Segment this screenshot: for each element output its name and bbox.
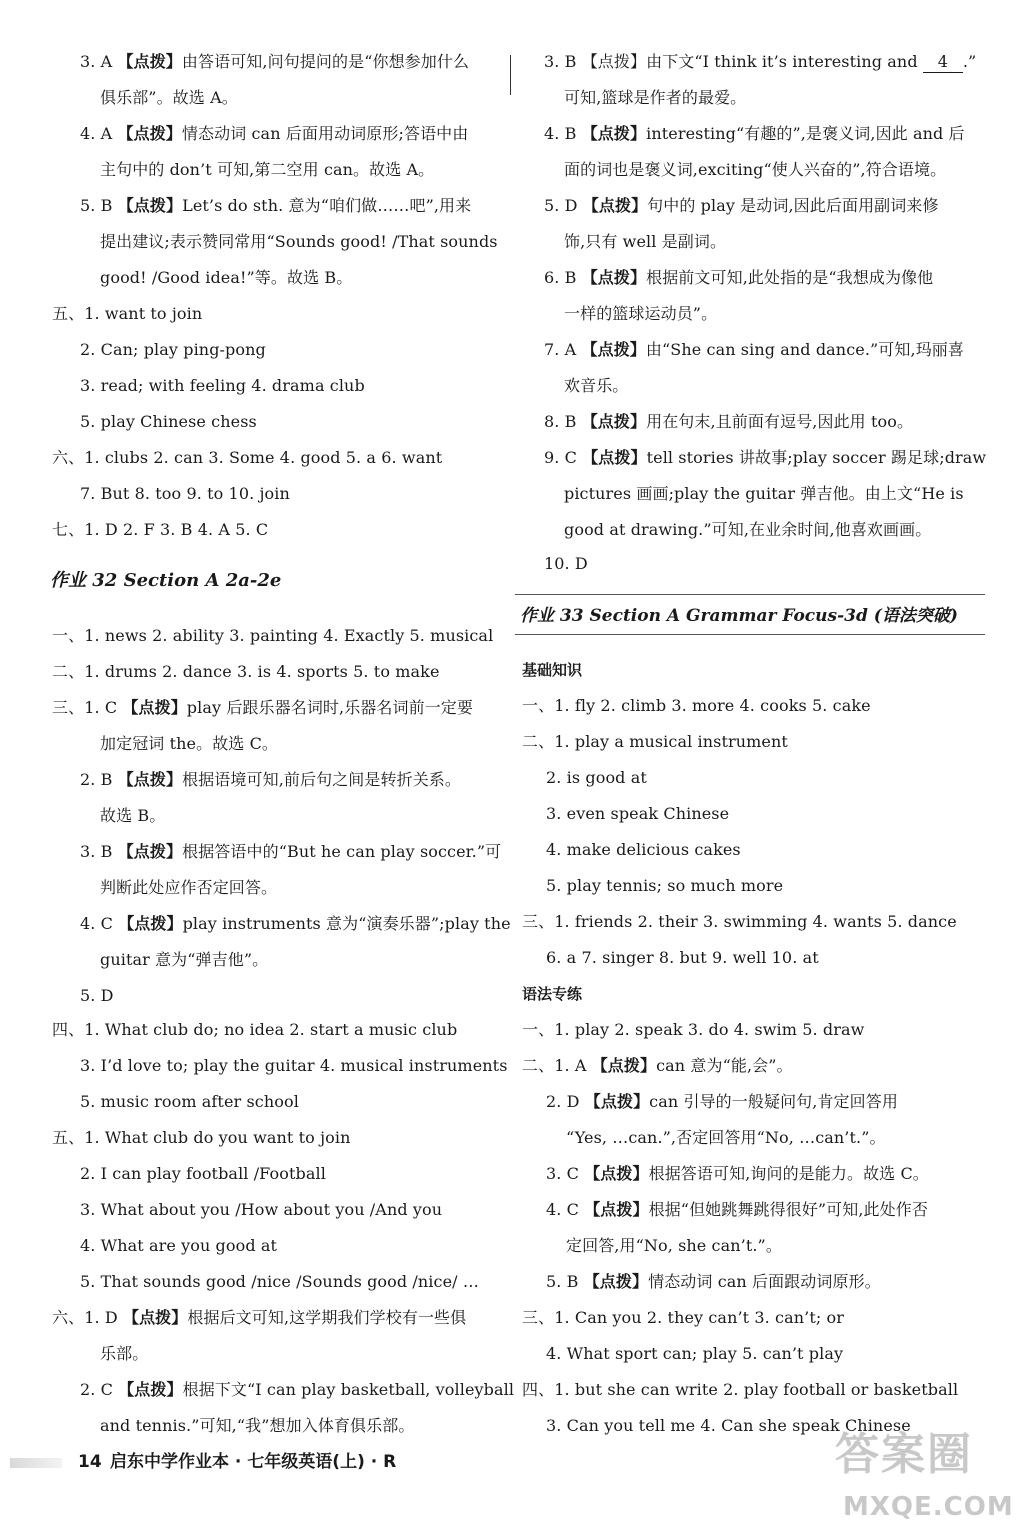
answer-line: 4. A 【点拨】情态动词 can 后面用动词原形;答语中由 — [80, 124, 469, 143]
answer-line: 5. play tennis; so much more — [546, 876, 784, 895]
answer-line: 3. Can you tell me 4. Can she speak Chinese — [546, 1416, 911, 1435]
answer-line: 7. A 【点拨】由“She can sing and dance.”可知,玛丽喜 — [544, 340, 964, 359]
answer-line: 4. make delicious cakes — [546, 840, 741, 859]
answer-line: 4. What sport can; play 5. can’t play — [546, 1344, 844, 1363]
answer-line: 5. D — [80, 986, 114, 1005]
hint-marker: 【点拨】 — [117, 124, 182, 143]
answer-line: 2. I can play football /Football — [80, 1164, 326, 1183]
answer-line: 5. B 【点拨】情态动词 can 后面跟动词原形。 — [546, 1272, 881, 1291]
answer-line: 3. C 【点拨】根据答语可知,询问的是能力。故选 C。 — [546, 1164, 929, 1183]
answer-line: guitar 意为“弹吉他”。 — [100, 950, 269, 969]
watermark-url: MXQE.COM — [843, 1492, 1014, 1522]
column-divider — [510, 55, 511, 95]
answer-line: 2. is good at — [546, 768, 647, 787]
answer-line: 欢音乐。 — [564, 376, 629, 395]
answer-line: 二、1. play a musical instrument — [522, 732, 788, 751]
answer-line: 乐部。 — [100, 1344, 149, 1363]
answer-line: 二、1. A 【点拨】can 意为“能,会”。 — [522, 1056, 793, 1075]
answer-line: 七、1. D 2. F 3. B 4. A 5. C — [52, 520, 269, 539]
answer-line: 定回答,用“No, she can’t.”。 — [566, 1236, 782, 1255]
answer-line: 7. But 8. too 9. to 10. join — [80, 484, 290, 503]
answer-line: 3. B 【点拨】根据答语中的“But he can play soccer.”可 — [80, 842, 502, 861]
answer-line: 10. D — [544, 554, 588, 573]
footer-bar — [10, 1458, 62, 1468]
answer-line: 2. D 【点拨】can 引导的一般疑问句,肯定回答用 — [546, 1092, 898, 1111]
answer-line: 三、1. Can you 2. they can’t 3. can’t; or — [522, 1308, 845, 1327]
answer-line — [544, 52, 976, 73]
answer-line: 主句中的 don’t 可知,第二空用 can。故选 A。 — [100, 160, 435, 179]
answer-line: 5. That sounds good /nice /Sounds good /nice/ … — [80, 1272, 479, 1291]
hint-marker: 【点拨】 — [117, 196, 183, 215]
answer-line: 四、1. but she can write 2. play football or basketball — [522, 1380, 959, 1399]
answer-line: 3. read; with feeling 4. drama club — [80, 376, 365, 395]
hint-marker: 【点拨】 — [584, 1200, 649, 1219]
answer-text: 3. B 【点拨】由下文“I think it’s interesting and — [544, 52, 918, 71]
answer-line: 6. B 【点拨】根据前文可知,此处指的是“我想成为像他 — [544, 268, 934, 287]
answer-line: pictures 画画;play the guitar 弹吉他。由上文“He is — [564, 484, 964, 503]
answer-line: 一、1. fly 2. climb 3. more 4. cooks 5. cake — [522, 696, 871, 715]
hint-marker: 【点拨】 — [118, 1380, 183, 1399]
section-rule-bottom — [515, 634, 985, 635]
hint-marker: 【点拨】 — [122, 698, 187, 717]
answer-line: 俱乐部”。故选 A。 — [100, 88, 238, 107]
section-33-title: 作业 33 Section A Grammar Focus-3d (语法突破) — [520, 606, 958, 626]
section-rule-top — [515, 594, 985, 595]
section-32-title: 作业 32 Section A 2a-2e — [50, 570, 282, 591]
answer-blank: 4 — [923, 52, 963, 73]
answer-text: .” — [962, 52, 977, 71]
watermark-logo: 答案圈 — [835, 1429, 973, 1480]
page-number: 14 — [78, 1452, 102, 1472]
grammar-practice-heading: 语法专练 — [522, 985, 583, 1003]
answer-line: 3. A 【点拨】由答语可知,问句提问的是“你想参加什么 — [80, 52, 470, 71]
answer-line: 5. B 【点拨】Let’s do sth. 意为“咱们做……吧”,用来 — [80, 196, 472, 215]
answer-line: good at drawing.”可知,在业余时间,他喜欢画画。 — [564, 520, 932, 539]
hint-marker: 【点拨】 — [117, 770, 183, 789]
answer-line: 四、1. What club do; no idea 2. start a music club — [52, 1020, 458, 1039]
answer-line: good! /Good idea!”等。故选 B。 — [100, 268, 353, 287]
answer-line: 9. C 【点拨】tell stories 讲故事;play soccer 踢足球;draw — [544, 448, 987, 467]
hint-marker: 【点拨】 — [583, 1272, 649, 1291]
answer-line: 5. music room after school — [80, 1092, 299, 1111]
answer-line: 五、1. want to join — [52, 304, 203, 323]
hint-marker: 【点拨】 — [584, 1164, 649, 1183]
answer-line: 3. What about you /How about you /And you — [80, 1200, 443, 1219]
hint-marker: 【点拨】 — [122, 1308, 188, 1327]
answer-line: 3. I’d love to; play the guitar 4. musical instruments — [80, 1056, 508, 1075]
hint-marker: 【点拨】 — [581, 412, 647, 431]
answer-line: 4. B 【点拨】interesting“有趣的”,是褒义词,因此 and 后 — [544, 124, 965, 143]
answer-line: 4. What are you good at — [80, 1236, 278, 1255]
answer-line: “Yes, …can.”,否定回答用“No, …can’t.”。 — [566, 1128, 886, 1147]
answer-line: 一样的篮球运动员”。 — [564, 304, 718, 323]
page-footer — [10, 1448, 530, 1476]
answer-line: 一、1. news 2. ability 3. painting 4. Exactly 5. musical — [52, 626, 494, 645]
answer-line: 判断此处应作否定回答。 — [100, 878, 278, 897]
answer-line: 4. C 【点拨】play instruments 意为“演奏乐器”;play the — [80, 914, 511, 933]
hint-marker: 【点拨】 — [117, 52, 182, 71]
answer-line: 六、1. D 【点拨】根据后文可知,这学期我们学校有一些俱 — [52, 1308, 467, 1327]
answer-line: 加定冠词 the。故选 C。 — [100, 734, 279, 753]
hint-marker: 【点拨】 — [581, 124, 647, 143]
hint-marker: 【点拨】 — [582, 196, 648, 215]
basic-knowledge-heading: 基础知识 — [522, 661, 583, 679]
hint-marker: 【点拨】 — [591, 1056, 657, 1075]
answer-line: 2. B 【点拨】根据语境可知,前后句之间是转折关系。 — [80, 770, 461, 789]
answer-line: 一、1. play 2. speak 3. do 4. swim 5. draw — [522, 1020, 865, 1039]
hint-marker: 【点拨】 — [117, 842, 183, 861]
hint-marker: 【点拨】 — [118, 914, 183, 933]
hint-marker: 【点拨】 — [581, 268, 647, 287]
answer-line: 8. B 【点拨】用在句末,且前面有逗号,因此用 too。 — [544, 412, 914, 431]
answer-line: 提出建议;表示赞同常用“Sounds good! /That sounds — [100, 232, 498, 251]
answer-line: 3. even speak Chinese — [546, 804, 730, 823]
watermark — [835, 1418, 1014, 1528]
answer-line: 六、1. clubs 2. can 3. Some 4. good 5. a 6. want — [52, 448, 443, 467]
answer-line: 4. C 【点拨】根据“但她跳舞跳得很好”可知,此处作否 — [546, 1200, 928, 1219]
answer-line: 2. C 【点拨】根据下文“I can play basketball, volleyball — [80, 1380, 515, 1399]
answer-line: 五、1. What club do you want to join — [52, 1128, 351, 1147]
answer-line: 2. Can; play ping-pong — [80, 340, 266, 359]
answer-line: 三、1. friends 2. their 3. swimming 4. wants 5. dance — [522, 912, 957, 931]
answer-line: 饰,只有 well 是副词。 — [564, 232, 727, 251]
answer-line: 5. play Chinese chess — [80, 412, 257, 431]
answer-line: and tennis.”可知,“我”想加入体育俱乐部。 — [100, 1416, 415, 1435]
answer-line: 故选 B。 — [100, 806, 166, 825]
hint-marker: 【点拨】 — [581, 340, 646, 359]
answer-line: 三、1. C 【点拨】play 后跟乐器名词时,乐器名词前一定要 — [52, 698, 474, 717]
answer-line: 二、1. drums 2. dance 3. is 4. sports 5. to make — [52, 662, 440, 681]
hint-marker: 【点拨】 — [582, 448, 647, 467]
answer-line: 6. a 7. singer 8. but 9. well 10. at — [546, 948, 819, 967]
answer-line: 5. D 【点拨】句中的 play 是动词,因此后面用副词来修 — [544, 196, 939, 215]
book-title: 启东中学作业本 · 七年级英语(上) · R — [110, 1452, 397, 1472]
answer-line: 可知,篮球是作者的最爱。 — [564, 88, 747, 107]
hint-marker: 【点拨】 — [584, 1092, 650, 1111]
answer-line: 面的词也是褒义词,exciting“使人兴奋的”,符合语境。 — [564, 160, 947, 179]
